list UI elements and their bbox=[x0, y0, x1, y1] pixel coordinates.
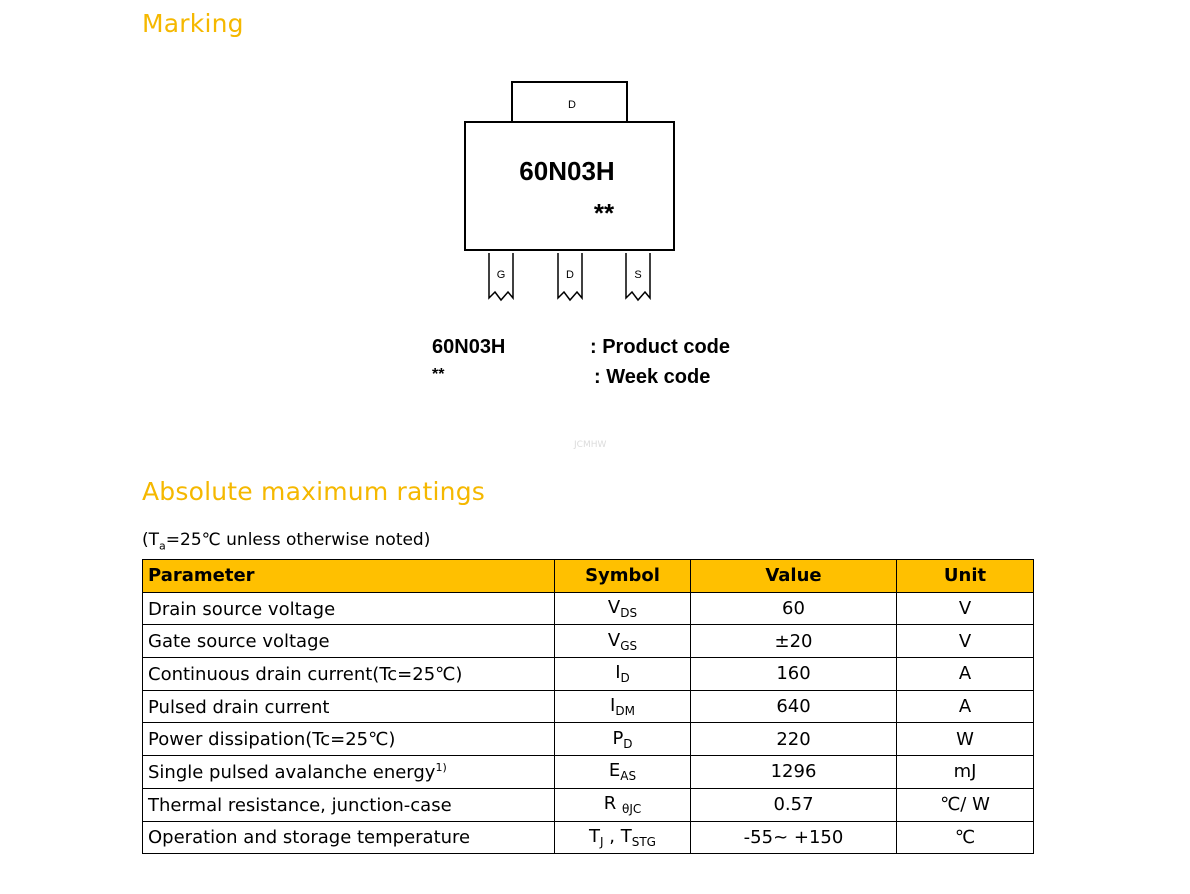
legend-week-code-description: : Week code bbox=[594, 366, 711, 388]
table-row bbox=[143, 788, 1034, 821]
unit-cell: V bbox=[897, 625, 1034, 658]
table-row bbox=[143, 723, 1034, 756]
marking-product-code: 60N03H bbox=[519, 156, 615, 186]
unit-cell: W bbox=[897, 723, 1034, 756]
value-cell: 0.57 bbox=[691, 788, 897, 821]
parameter-cell: Single pulsed avalanche energy$^{1)}$ bbox=[143, 756, 555, 789]
unit-cell: A bbox=[897, 690, 1034, 723]
table-row bbox=[143, 658, 1034, 691]
value-cell: 220 bbox=[691, 723, 897, 756]
legend-week-code: ** bbox=[432, 366, 445, 383]
table-header-row bbox=[143, 560, 1034, 593]
unit-cell: V bbox=[897, 592, 1034, 625]
marking-section-title: Marking bbox=[142, 9, 244, 38]
symbol-cell: $E_{AS}$ bbox=[555, 756, 691, 789]
tab-label: D bbox=[568, 99, 576, 111]
ratings-table bbox=[142, 559, 1034, 854]
unit-cell: ℃/ W bbox=[897, 788, 1034, 821]
symbol-cell: $T_J$ , $T_{STG}$ bbox=[555, 821, 691, 854]
parameter-cell: Pulsed drain current bbox=[143, 690, 555, 723]
symbol-cell: $I_D$ bbox=[555, 658, 691, 691]
package-body bbox=[465, 122, 674, 250]
table-row bbox=[143, 592, 1034, 625]
symbol-cell: $P_D$ bbox=[555, 723, 691, 756]
pin-label-d: D bbox=[566, 269, 574, 281]
header-parameter: Parameter bbox=[143, 560, 555, 593]
conditions-note: ($T_a=25℃$ unless otherwise noted) bbox=[142, 530, 431, 553]
parameter-cell: Thermal resistance, junction-case bbox=[143, 788, 555, 821]
table-row bbox=[143, 821, 1034, 854]
value-cell: 60 bbox=[691, 592, 897, 625]
parameter-cell: Continuous drain current(Tc=25℃) bbox=[143, 658, 555, 691]
header-unit: Unit bbox=[897, 560, 1034, 593]
header-symbol: Symbol bbox=[555, 560, 691, 593]
table-row bbox=[143, 625, 1034, 658]
package-marking-diagram bbox=[460, 80, 682, 305]
marking-week-code: ** bbox=[593, 198, 615, 228]
legend-product-code: 60N03H bbox=[432, 336, 506, 358]
symbol-cell: $V_{DS}$ bbox=[555, 592, 691, 625]
value-cell: -55~ +150 bbox=[691, 821, 897, 854]
legend-product-code-description: : Product code bbox=[590, 336, 731, 358]
pin-label-g: G bbox=[496, 269, 506, 281]
symbol-cell: $V_{GS}$ bbox=[555, 625, 691, 658]
header-value: Value bbox=[691, 560, 897, 593]
ratings-section-title: Absolute maximum ratings bbox=[142, 477, 486, 506]
unit-cell: mJ bbox=[897, 756, 1034, 789]
pin-label-s: S bbox=[634, 269, 642, 281]
unit-cell: ℃ bbox=[897, 821, 1034, 854]
symbol-cell: $I_{DM}$ bbox=[555, 690, 691, 723]
symbol-cell: R $_{\theta JC}$ bbox=[555, 788, 691, 821]
parameter-cell: Drain source voltage bbox=[143, 592, 555, 625]
parameter-cell: Power dissipation(Tc=25℃) bbox=[143, 723, 555, 756]
table-row bbox=[143, 756, 1034, 789]
parameter-cell: Gate source voltage bbox=[143, 625, 555, 658]
watermark: JCMHW bbox=[574, 440, 607, 450]
table-row bbox=[143, 690, 1034, 723]
unit-cell: A bbox=[897, 658, 1034, 691]
value-cell: ±20 bbox=[691, 625, 897, 658]
parameter-cell: Operation and storage temperature bbox=[143, 821, 555, 854]
value-cell: 160 bbox=[691, 658, 897, 691]
value-cell: 640 bbox=[691, 690, 897, 723]
value-cell: 1296 bbox=[691, 756, 897, 789]
